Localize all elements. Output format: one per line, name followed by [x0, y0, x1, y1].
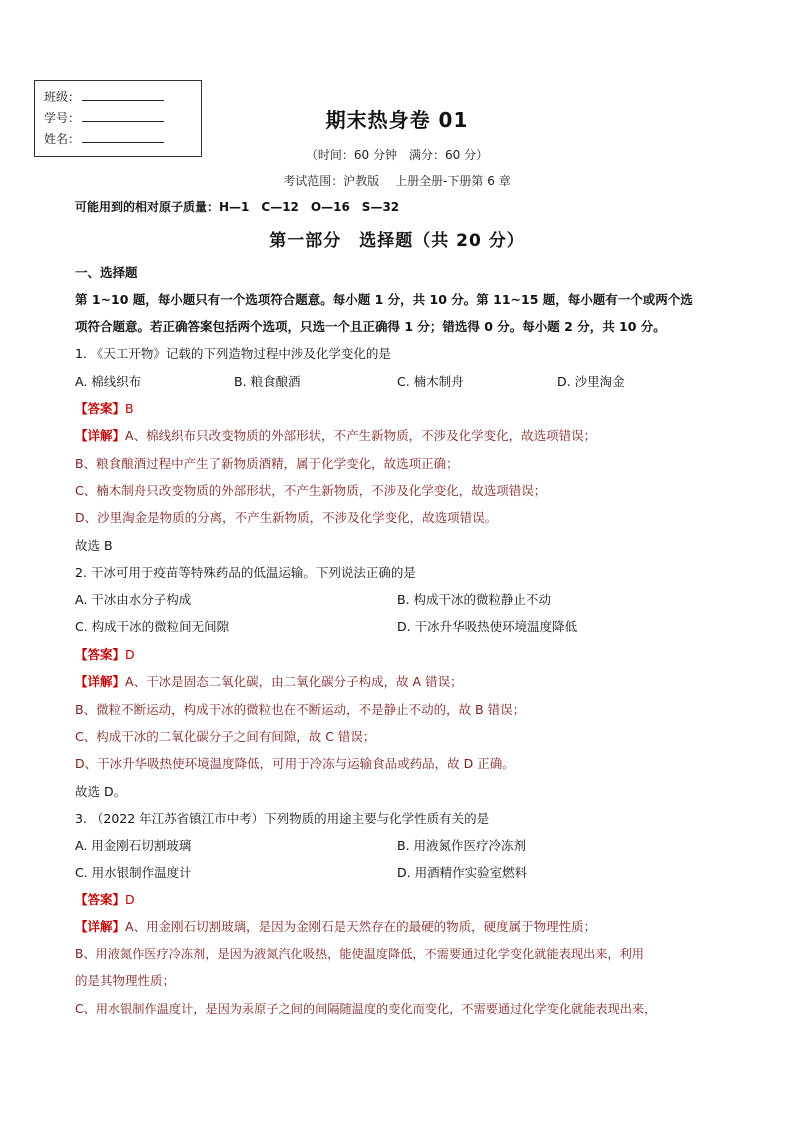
- q2-option-b: B. 构成干冰的微粒静止不动: [397, 592, 552, 607]
- q3-option-d: D. 用酒精作实验室燃料: [397, 865, 528, 880]
- detail-label: 【详解】: [75, 919, 126, 934]
- q2-detail-2: B、微粒不断运动，构成干冰的微粒也在不断运动，不是静止不动的，故 B 错误；: [75, 702, 526, 717]
- answer-label: 【答案】: [75, 401, 126, 416]
- time-line: （时间：60 分钟 满分：60 分）: [305, 148, 489, 162]
- q1-detail-4: D、沙里淘金是物质的分离，不产生新物质，不涉及化学变化，故选项错误。: [75, 510, 498, 525]
- q1-option-b: B. 粮食酿酒: [234, 374, 301, 389]
- q2-detail-3: C、构成干冰的二氧化碳分子之间有间隙，故 C 错误；: [75, 729, 376, 744]
- q1-option-c: C. 楠木制舟: [397, 374, 464, 389]
- student-id-label: 学号：: [44, 111, 81, 125]
- q1-detail-1: [75, 427, 596, 445]
- part-one-title: 第一部分 选择题（共 20 分）: [269, 231, 525, 251]
- q3-detail-1: [75, 918, 596, 936]
- class-label: 班级：: [44, 90, 81, 104]
- name-label: 姓名：: [44, 132, 81, 146]
- q2-detail-1-text: A、干冰是固态二氧化碳，由二氧化碳分子构成，故 A 错误；: [125, 674, 463, 689]
- section-heading: 一、选择题: [75, 265, 138, 280]
- q3-option-b: B. 用液氮作医疗冷冻剂: [397, 838, 527, 853]
- answer-label: 【答案】: [75, 647, 126, 662]
- q3-detail-2-cont: 的是其物理性质；: [75, 973, 176, 988]
- q3-answer-value: D: [125, 892, 135, 907]
- q3-option-a: A. 用金刚石切割玻璃: [75, 838, 192, 853]
- q3-detail-3: C、用水银制作温度计，是因为汞原子之间的间隔随温度的变化而变化，不需要通过化学变化就能表现出来，: [75, 1002, 657, 1016]
- q3-detail-2: B、用液氮作医疗冷冻剂，是因为液氮汽化吸热，能使温度降低，不需要通过化学变化就能表现出来，利用: [75, 947, 644, 961]
- q1-detail-2: B、粮食酿酒过程中产生了新物质酒精，属于化学变化，故选项正确；: [75, 456, 459, 471]
- q1-answer: [75, 400, 134, 418]
- q2-option-d: D. 干冰升华吸热使环境温度降低: [397, 619, 578, 634]
- q2-answer: [75, 646, 135, 664]
- q3-answer: [75, 891, 135, 909]
- class-blank[interactable]: [82, 88, 164, 101]
- q2-option-c: C. 构成干冰的微粒间无间隙: [75, 619, 230, 634]
- q1-detail-3: C、楠木制舟只改变物质的外部形状，不产生新物质，不涉及化学变化，故选项错误；: [75, 483, 547, 498]
- q1-detail-1-text: A、棉线织布只改变物质的外部形状，不产生新物质，不涉及化学变化，故选项错误；: [125, 428, 597, 443]
- q3-stem: 3. （2022 年江苏省镇江市中考）下列物质的用途主要与化学性质有关的是: [75, 811, 490, 826]
- scope-line: 考试范围：沪教版 上册全册-下册第 6 章: [283, 174, 511, 188]
- q2-option-a: A. 干冰由水分子构成: [75, 592, 192, 607]
- instruction-line-2: 项符合题意。若正确答案包括两个选项，只选一个且正确得 1 分；错选得 0 分。每小题 2 分，共 10 分。: [75, 319, 666, 334]
- answer-label: 【答案】: [75, 892, 126, 907]
- q2-conclusion: 故选 D。: [75, 784, 127, 799]
- detail-label: 【详解】: [75, 674, 126, 689]
- exam-title: 期末热身卷 01: [325, 108, 469, 132]
- q1-option-a: A. 棉线织布: [75, 374, 142, 389]
- q1-option-d: D. 沙里淘金: [557, 374, 625, 389]
- q2-detail-1: [75, 673, 463, 691]
- q1-conclusion: 故选 B: [75, 538, 113, 553]
- q1-stem: 1. 《天工开物》记载的下列造物过程中涉及化学变化的是: [75, 346, 391, 361]
- instruction-line-1: 第 1~10 题，每小题只有一个选项符合题意。每小题 1 分，共 10 分。第 11~15 题，每小题有一个或两个选: [75, 292, 693, 307]
- q3-option-c: C. 用水银制作温度计: [75, 865, 192, 880]
- q1-answer-value: B: [125, 401, 134, 416]
- q2-answer-value: D: [125, 647, 135, 662]
- atomic-mass-line: 可能用到的相对原子质量：H—1 C—12 O—16 S—32: [75, 200, 400, 214]
- q2-detail-4: D、干冰升华吸热使环境温度降低，可用于冷冻与运输食品或药品，故 D 正确。: [75, 756, 515, 771]
- q3-detail-1-text: A、用金刚石切割玻璃，是因为金刚石是天然存在的最硬的物质，硬度属于物理性质；: [125, 919, 597, 934]
- detail-label: 【详解】: [75, 428, 126, 443]
- q2-stem: 2. 干冰可用于疫苗等特殊药品的低温运输。下列说法正确的是: [75, 565, 416, 580]
